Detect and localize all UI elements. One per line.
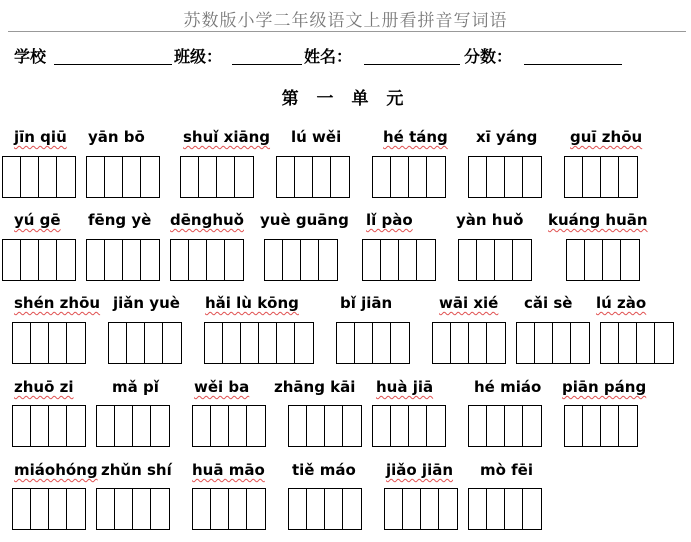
pinyin-label: yú gē: [14, 211, 61, 229]
pinyin-label: yān bō: [88, 128, 145, 146]
tian-zi-cell[interactable]: [181, 157, 217, 197]
pinyin-label: jīn qiū: [14, 128, 67, 146]
tian-zi-cell[interactable]: [553, 323, 589, 363]
pinyin-label: kuáng huān: [548, 211, 648, 229]
writing-grid[interactable]: [108, 322, 182, 364]
tian-zi-cell[interactable]: [565, 157, 601, 197]
tian-zi-cell[interactable]: [363, 240, 399, 280]
tian-zi-cell[interactable]: [123, 157, 159, 197]
pinyin-label: lǐ pào: [366, 211, 413, 229]
tian-zi-cell[interactable]: [495, 240, 531, 280]
tian-zi-cell[interactable]: [603, 240, 639, 280]
page-title: 苏数版小学二年级语文上册看拼音写词语: [183, 11, 508, 31]
tian-zi-cell[interactable]: [3, 240, 39, 280]
tian-zi-cell[interactable]: [229, 489, 265, 529]
pinyin-label: hé miáo: [474, 378, 542, 396]
writing-grid[interactable]: [86, 156, 160, 198]
tian-zi-cell[interactable]: [567, 240, 603, 280]
writing-grid[interactable]: [96, 488, 170, 530]
writing-grid[interactable]: [336, 322, 410, 364]
tian-zi-cell[interactable]: [133, 489, 169, 529]
pinyin-label: zhuō zi: [14, 378, 74, 396]
pinyin-label: jiǎo jiān: [386, 461, 454, 479]
writing-grid[interactable]: [96, 405, 170, 447]
pinyin-label: lú zào: [596, 294, 647, 312]
writing-grid[interactable]: [362, 239, 436, 281]
writing-grid[interactable]: [516, 322, 590, 364]
pinyin-label: bǐ jiān: [340, 294, 393, 312]
pinyin-label: guī zhōu: [570, 128, 643, 146]
tian-zi-cell[interactable]: [193, 406, 229, 446]
tian-zi-cell[interactable]: [409, 157, 445, 197]
tian-zi-cell[interactable]: [205, 323, 241, 363]
tian-zi-cell[interactable]: [409, 406, 445, 446]
tian-zi-cell[interactable]: [193, 489, 229, 529]
pinyin-label: hé táng: [383, 128, 448, 146]
writing-grid[interactable]: [170, 239, 244, 281]
writing-grid[interactable]: [384, 488, 458, 530]
tian-zi-cell[interactable]: [207, 240, 243, 280]
tian-zi-cell[interactable]: [373, 406, 409, 446]
school-label: 学校: [14, 47, 47, 66]
tian-zi-cell[interactable]: [87, 240, 123, 280]
writing-grid[interactable]: [276, 156, 350, 198]
writing-grid[interactable]: [468, 488, 542, 530]
tian-zi-cell[interactable]: [229, 406, 265, 446]
tian-zi-cell[interactable]: [39, 240, 75, 280]
tian-zi-cell[interactable]: [145, 323, 181, 363]
writing-grid[interactable]: [468, 405, 542, 447]
tian-zi-cell[interactable]: [171, 240, 207, 280]
tian-zi-cell[interactable]: [97, 489, 133, 529]
writing-grid[interactable]: [372, 156, 446, 198]
name-blank[interactable]: [364, 64, 460, 65]
writing-grid[interactable]: [564, 156, 638, 198]
writing-grid[interactable]: [432, 322, 506, 364]
pinyin-label: cǎi sè: [524, 294, 573, 312]
tian-zi-cell[interactable]: [123, 240, 159, 280]
tian-zi-cell[interactable]: [13, 323, 49, 363]
tian-zi-cell[interactable]: [601, 157, 637, 197]
tian-zi-cell[interactable]: [301, 240, 337, 280]
tian-zi-cell[interactable]: [601, 323, 637, 363]
score-blank[interactable]: [524, 64, 622, 65]
score-label: 分数：: [464, 47, 513, 66]
tian-zi-cell[interactable]: [49, 489, 85, 529]
tian-zi-cell[interactable]: [637, 323, 673, 363]
writing-grid[interactable]: [264, 239, 338, 281]
class-label: 班级：: [174, 47, 223, 66]
pinyin-label: shuǐ xiāng: [183, 128, 271, 146]
tian-zi-cell[interactable]: [3, 157, 39, 197]
pinyin-label: shén zhōu: [14, 294, 101, 312]
tian-zi-cell[interactable]: [87, 157, 123, 197]
tian-zi-cell[interactable]: [325, 489, 361, 529]
pinyin-label: piān páng: [562, 378, 647, 396]
tian-zi-cell[interactable]: [13, 489, 49, 529]
pinyin-label: mò fēi: [480, 461, 533, 479]
tian-zi-cell[interactable]: [109, 323, 145, 363]
pinyin-label: huā māo: [192, 461, 265, 479]
pinyin-label: zhǔn shí: [101, 461, 172, 479]
tian-zi-cell[interactable]: [601, 406, 637, 446]
tian-zi-cell[interactable]: [385, 489, 421, 529]
tian-zi-cell[interactable]: [421, 489, 457, 529]
pinyin-label: yàn huǒ: [456, 211, 524, 229]
tian-zi-cell[interactable]: [217, 157, 253, 197]
writing-grid[interactable]: [372, 405, 446, 447]
tian-zi-cell[interactable]: [277, 323, 313, 363]
pinyin-label: miáohóng: [14, 461, 98, 479]
tian-zi-cell[interactable]: [469, 489, 505, 529]
writing-grid[interactable]: [564, 405, 638, 447]
tian-zi-cell[interactable]: [49, 323, 85, 363]
writing-grid[interactable]: [192, 405, 266, 447]
tian-zi-cell[interactable]: [469, 323, 505, 363]
pinyin-label: xī yáng: [476, 128, 538, 146]
name-label: 姓名：: [304, 47, 353, 66]
tian-zi-cell[interactable]: [39, 157, 75, 197]
tian-zi-cell[interactable]: [289, 406, 325, 446]
tian-zi-cell[interactable]: [13, 406, 49, 446]
writing-grid[interactable]: [2, 239, 76, 281]
pinyin-label: fēng yè: [88, 211, 152, 229]
tian-zi-cell[interactable]: [97, 406, 133, 446]
tian-zi-cell[interactable]: [289, 489, 325, 529]
tian-zi-cell[interactable]: [265, 240, 301, 280]
writing-grid[interactable]: [600, 322, 674, 364]
pinyin-label: wěi ba: [194, 378, 250, 396]
tian-zi-cell[interactable]: [433, 323, 469, 363]
tian-zi-cell[interactable]: [313, 157, 349, 197]
writing-grid[interactable]: [2, 156, 76, 198]
pinyin-label: jiǎn yuè: [113, 294, 180, 312]
writing-grid[interactable]: [180, 156, 254, 198]
writing-grid[interactable]: [204, 322, 314, 364]
pinyin-label: hǎi lù kōng: [205, 294, 299, 312]
tian-zi-cell[interactable]: [469, 157, 505, 197]
tian-zi-cell[interactable]: [505, 157, 541, 197]
writing-grid[interactable]: [468, 156, 542, 198]
pinyin-label: mǎ pǐ: [112, 378, 159, 396]
tian-zi-cell[interactable]: [399, 240, 435, 280]
writing-grid[interactable]: [458, 239, 532, 281]
pinyin-label: yuè guāng: [260, 211, 349, 229]
writing-grid[interactable]: [12, 322, 86, 364]
pinyin-label: dēnghuǒ: [170, 211, 244, 229]
tian-zi-cell[interactable]: [133, 406, 169, 446]
writing-grid[interactable]: [192, 488, 266, 530]
tian-zi-cell[interactable]: [325, 406, 361, 446]
pinyin-label: zhāng kāi: [274, 378, 356, 396]
writing-grid[interactable]: [566, 239, 640, 281]
tian-zi-cell[interactable]: [505, 489, 541, 529]
writing-grid[interactable]: [288, 405, 362, 447]
tian-zi-cell[interactable]: [241, 323, 277, 363]
tian-zi-cell[interactable]: [517, 323, 553, 363]
writing-grid[interactable]: [288, 488, 362, 530]
unit-title: 第 一 单 元: [281, 89, 410, 109]
writing-grid[interactable]: [12, 488, 86, 530]
class-blank[interactable]: [232, 64, 302, 65]
tian-zi-cell[interactable]: [277, 157, 313, 197]
school-blank[interactable]: [54, 64, 172, 65]
tian-zi-cell[interactable]: [565, 406, 601, 446]
pinyin-label: huà jiā: [376, 378, 434, 396]
tian-zi-cell[interactable]: [49, 406, 85, 446]
tian-zi-cell[interactable]: [337, 323, 373, 363]
writing-grid[interactable]: [86, 239, 160, 281]
pinyin-label: lú wěi: [291, 128, 342, 146]
tian-zi-cell[interactable]: [459, 240, 495, 280]
tian-zi-cell[interactable]: [373, 323, 409, 363]
tian-zi-cell[interactable]: [469, 406, 505, 446]
tian-zi-cell[interactable]: [373, 157, 409, 197]
title-rule: [8, 31, 686, 32]
pinyin-label: wāi xié: [439, 294, 499, 312]
pinyin-label: tiě máo: [292, 461, 356, 479]
tian-zi-cell[interactable]: [505, 406, 541, 446]
writing-grid[interactable]: [12, 405, 86, 447]
